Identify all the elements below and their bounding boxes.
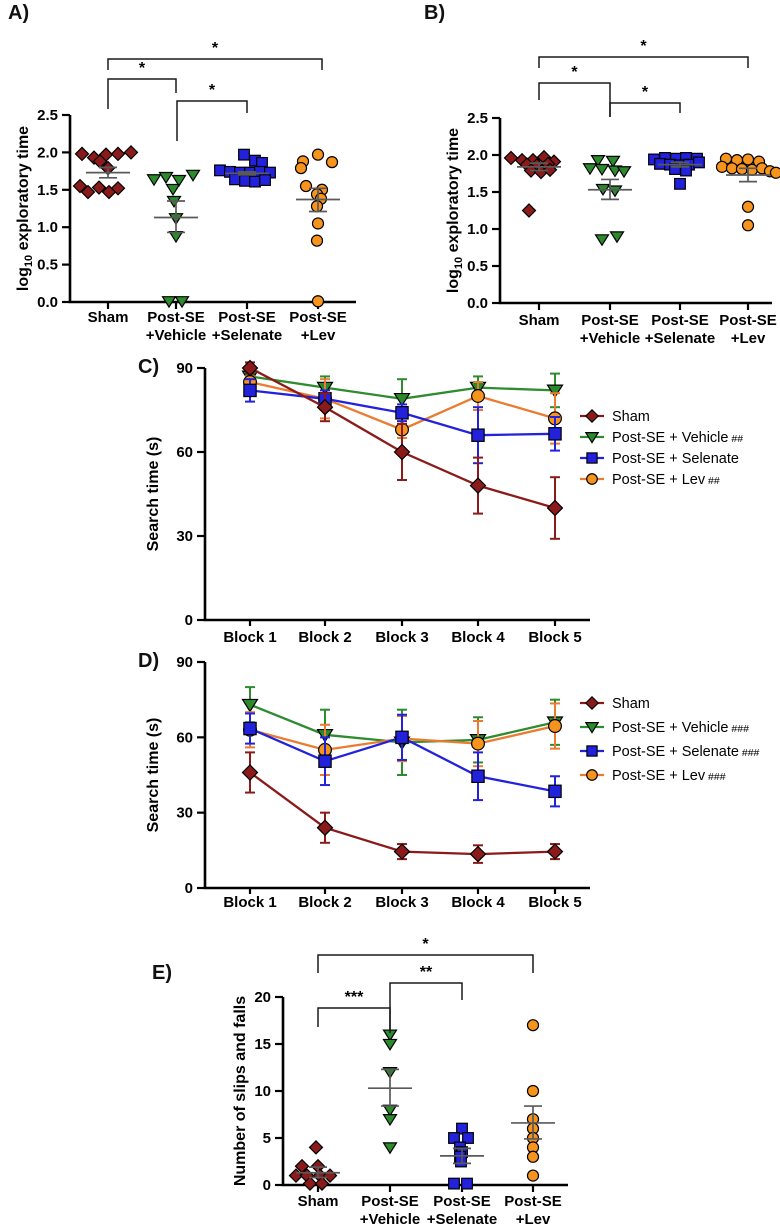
group-label: Sham xyxy=(87,309,129,326)
group-label: +Vehicle xyxy=(579,330,641,347)
circle-marker xyxy=(312,218,323,229)
y-tick-label: 0.5 xyxy=(467,258,488,275)
significance-stars: * xyxy=(571,64,578,81)
diamond-marker xyxy=(471,478,486,493)
circle-marker xyxy=(726,163,737,174)
group-diamond xyxy=(505,151,561,217)
y-tick-label: 60 xyxy=(176,444,193,461)
square-marker xyxy=(239,149,250,160)
triangle-marker xyxy=(167,185,180,195)
group-label: Post-SE xyxy=(218,309,276,326)
legend xyxy=(580,409,743,488)
group-label: Post-SE xyxy=(504,1193,562,1210)
panel-a-label: A) xyxy=(8,2,30,24)
group-label: Sham xyxy=(297,1193,339,1210)
significance-bracket xyxy=(108,79,176,109)
x-category-label: Block 3 xyxy=(375,629,429,646)
x-category-label: Block 4 xyxy=(451,629,505,646)
axis xyxy=(205,368,590,620)
group-label: +Selenate xyxy=(644,330,716,347)
circle-marker xyxy=(742,201,753,212)
group-circle xyxy=(295,149,337,307)
y-tick-label: 1.5 xyxy=(467,184,488,201)
legend-marker xyxy=(587,474,598,485)
significance-bracket xyxy=(610,103,680,117)
y-tick-label: 2.0 xyxy=(37,144,58,162)
group-circle xyxy=(527,1020,538,1181)
triangle-marker xyxy=(384,1039,397,1049)
triangle-marker xyxy=(584,164,597,174)
y-tick-label: 10 xyxy=(254,1083,271,1100)
circle-marker xyxy=(295,163,306,174)
legend-marker xyxy=(586,697,598,709)
x-category-label: Block 5 xyxy=(528,629,582,646)
significance-stars: ** xyxy=(419,964,433,981)
y-tick-label: 15 xyxy=(254,1036,271,1053)
triangle-marker xyxy=(384,1143,397,1153)
panel-b-label: B) xyxy=(424,2,446,24)
y-tick-label: 60 xyxy=(176,729,193,747)
group-diamond xyxy=(290,1141,337,1190)
square-marker xyxy=(244,384,256,396)
group-square xyxy=(649,153,705,190)
axis xyxy=(283,997,568,1185)
diamond-marker xyxy=(112,147,125,160)
y-tick-label: 90 xyxy=(176,360,193,377)
group-label: +Vehicle xyxy=(145,327,207,344)
circle-marker xyxy=(716,161,727,172)
group-label: Post-SE xyxy=(289,309,347,326)
legend-item-label: Post-SE + Vehicle ## xyxy=(612,430,744,446)
triangle-marker xyxy=(160,173,173,183)
legend-item-label: Sham xyxy=(612,409,650,425)
significance-stars: * xyxy=(641,84,649,101)
square-marker xyxy=(694,157,705,168)
group-label: Post-SE xyxy=(581,312,639,329)
triangle-marker xyxy=(148,175,161,185)
y-tick-label: 2.5 xyxy=(467,110,488,127)
circle-marker xyxy=(326,157,337,168)
significance-stars: * xyxy=(422,936,429,953)
significance-stars: * xyxy=(211,40,219,57)
triangle-marker xyxy=(596,165,609,175)
group-label: Post-SE xyxy=(719,312,777,329)
x-category-label: Block 3 xyxy=(375,894,429,911)
diamond-marker xyxy=(548,844,563,859)
y-tick-label: 1.0 xyxy=(37,219,58,237)
square-marker xyxy=(215,165,226,176)
panel-d-label: D) xyxy=(138,650,160,672)
triangle-marker xyxy=(618,167,631,177)
significance-stars: *** xyxy=(344,989,364,1006)
diamond-marker xyxy=(523,204,536,217)
diamond-marker xyxy=(395,844,410,859)
x-category-label: Block 1 xyxy=(223,894,277,911)
x-category-label: Block 1 xyxy=(223,629,277,646)
panel-e-label: E) xyxy=(152,962,172,984)
y-tick-label: 1.5 xyxy=(37,181,58,199)
square-marker xyxy=(240,175,251,186)
legend-item-label: Post-SE + Lev ## xyxy=(612,472,720,488)
circle-marker xyxy=(311,201,322,212)
triangle-marker xyxy=(611,232,624,242)
y-tick-label: 2.5 xyxy=(37,107,58,124)
square-marker xyxy=(319,755,331,767)
diamond-marker xyxy=(471,847,486,862)
significance-bracket xyxy=(390,983,462,1031)
square-marker xyxy=(675,179,686,190)
legend-marker xyxy=(587,770,598,781)
diamond-marker xyxy=(505,151,518,164)
circle-marker xyxy=(527,1151,538,1162)
square-marker xyxy=(449,1178,460,1189)
x-category-label: Block 2 xyxy=(298,894,352,911)
x-category-label: Block 5 xyxy=(528,894,582,911)
diamond-marker xyxy=(125,146,138,159)
group-square xyxy=(215,149,276,187)
circle-marker xyxy=(770,167,780,178)
x-category-label: Block 4 xyxy=(451,894,505,911)
legend-item-label: Post-SE + Selenate xyxy=(612,451,739,467)
panel-a-chart xyxy=(0,0,390,350)
triangle-marker xyxy=(243,699,258,711)
significance-bracket xyxy=(177,101,247,141)
square-marker xyxy=(250,176,261,187)
square-marker xyxy=(549,428,561,440)
group-label: +Selenate xyxy=(211,327,283,344)
mean-error-bars xyxy=(440,1148,484,1163)
diamond-marker xyxy=(310,1141,323,1154)
circle-marker xyxy=(527,1020,538,1031)
group-label: +Lev xyxy=(300,327,336,344)
diamond-marker xyxy=(548,501,563,516)
square-marker xyxy=(472,770,484,782)
y-tick-label: 0.0 xyxy=(37,294,58,311)
diamond-marker xyxy=(76,147,89,160)
panel-c-chart xyxy=(0,350,780,650)
y-axis-title: Search time (s) xyxy=(145,436,162,552)
y-tick-label: 30 xyxy=(176,804,193,822)
y-tick-label: 0.0 xyxy=(467,295,488,312)
circle-marker xyxy=(312,149,323,160)
group-circle xyxy=(716,153,780,231)
significance-bracket xyxy=(539,57,748,68)
y-tick-label: 5 xyxy=(262,1130,271,1147)
y-axis-title: Number of slips and falls xyxy=(232,995,249,1187)
circle-marker xyxy=(312,296,323,307)
mean-error-bars xyxy=(86,167,130,177)
circle-marker xyxy=(742,220,753,231)
group-label: Post-SE xyxy=(651,312,709,329)
significance-stars: * xyxy=(138,60,146,77)
square-marker xyxy=(396,407,408,419)
group-label: Post-SE xyxy=(147,309,205,326)
group-label: +Selenate xyxy=(426,1211,498,1224)
circle-marker xyxy=(742,154,753,165)
mean-error-bars xyxy=(154,201,198,232)
series-square xyxy=(244,713,561,806)
square-marker xyxy=(260,175,271,186)
legend-marker xyxy=(586,410,598,422)
legend-item-label: Post-SE + Lev ### xyxy=(612,768,726,784)
circle-marker xyxy=(300,181,311,192)
circle-marker xyxy=(311,235,322,246)
circle-marker xyxy=(472,390,485,403)
group-label: +Lev xyxy=(730,330,766,347)
group-label: +Lev xyxy=(515,1211,551,1224)
y-axis-title: Search time (s) xyxy=(145,717,162,833)
y-tick-label: 2.0 xyxy=(467,147,488,164)
square-marker xyxy=(396,731,408,743)
circle-marker xyxy=(527,1170,538,1181)
y-tick-label: 0 xyxy=(262,1177,271,1194)
group-triangle xyxy=(148,170,200,307)
group-label: Post-SE xyxy=(433,1193,491,1210)
panel-b-chart xyxy=(390,0,780,350)
y-tick-label: 30 xyxy=(176,528,193,545)
legend-item-label: Post-SE + Selenate ### xyxy=(612,744,760,760)
triangle-marker xyxy=(384,1115,397,1125)
circle-marker xyxy=(472,737,485,750)
x-category-label: Block 2 xyxy=(298,629,352,646)
panel-d-chart xyxy=(0,645,780,945)
mean-error-bars xyxy=(296,188,340,211)
legend xyxy=(580,696,760,784)
mean-error-bars xyxy=(588,179,632,199)
y-axis-title: $\log_{10}$ exploratory time xyxy=(445,127,465,294)
legend-marker xyxy=(587,746,597,756)
circle-marker xyxy=(527,1085,538,1096)
significance-stars: * xyxy=(640,38,647,55)
triangle-marker xyxy=(187,170,200,180)
y-tick-label: 20 xyxy=(254,989,271,1006)
mean-error-bars xyxy=(511,1106,555,1139)
y-tick-label: 90 xyxy=(176,654,193,671)
significance-stars: * xyxy=(208,82,216,99)
triangle-marker xyxy=(596,235,609,245)
square-marker xyxy=(244,722,256,734)
diamond-marker xyxy=(395,445,410,460)
circle-marker xyxy=(549,720,562,733)
legend-item-label: Sham xyxy=(612,696,650,712)
group-label: Sham xyxy=(518,312,560,329)
group-triangle xyxy=(584,156,631,246)
significance-bracket xyxy=(318,1008,390,1033)
mean-error-bars xyxy=(368,1069,412,1106)
significance-bracket xyxy=(539,83,610,117)
y-tick-label: 0 xyxy=(184,612,193,629)
square-marker xyxy=(456,1156,467,1167)
y-tick-label: 0.5 xyxy=(37,256,58,274)
square-marker xyxy=(472,429,484,441)
y-tick-label: 0 xyxy=(184,880,193,897)
group-label: Post-SE xyxy=(361,1193,419,1210)
legend-item-label: Post-SE + Vehicle ### xyxy=(612,720,749,736)
panel-c-label: C) xyxy=(138,356,160,378)
y-tick-label: 1.0 xyxy=(467,221,488,238)
group-label: +Vehicle xyxy=(359,1211,421,1224)
panel-e-chart xyxy=(0,930,780,1224)
axis xyxy=(500,118,772,303)
y-axis-title: $\log_{10}$ exploratory time xyxy=(15,125,35,292)
legend-marker xyxy=(587,453,597,463)
square-marker xyxy=(462,1178,473,1189)
square-marker xyxy=(549,785,561,797)
